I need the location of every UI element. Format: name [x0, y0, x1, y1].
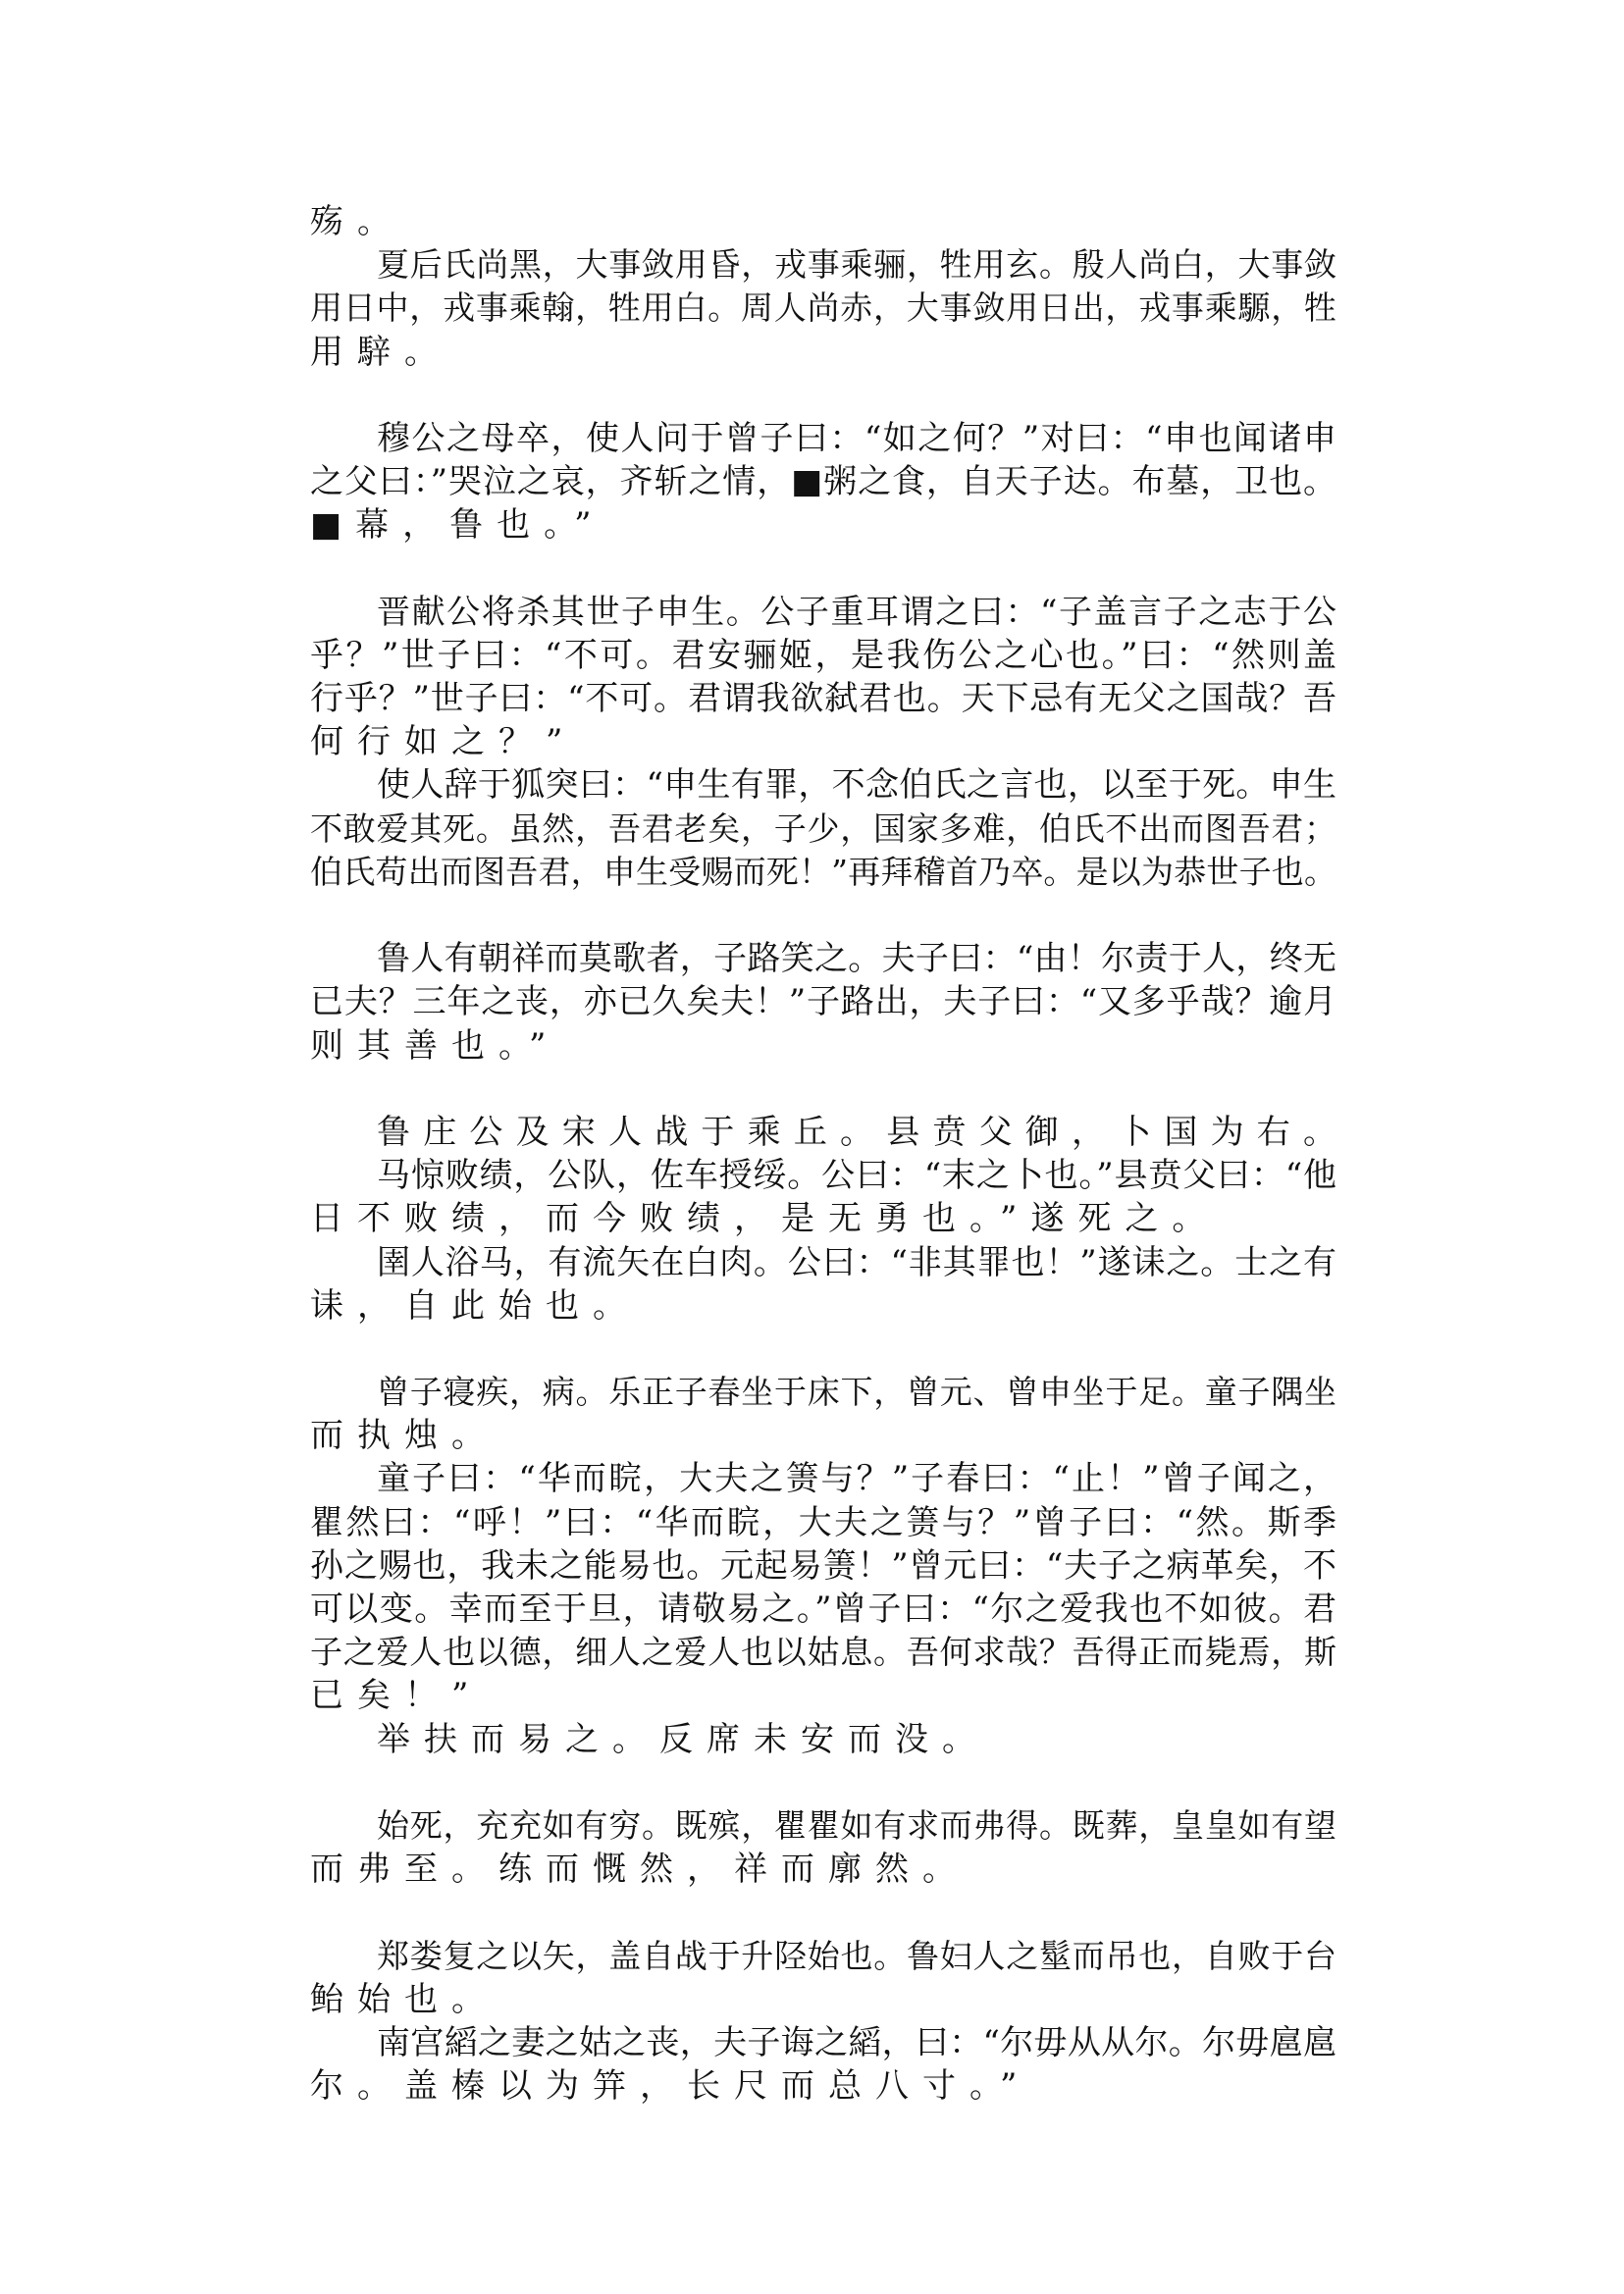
text-line: 始死，充充如有穷。既殡，瞿瞿如有求而弗得。既葬，皇皇如有望	[377, 1805, 1336, 1845]
paragraph	[310, 1371, 1336, 1457]
text-line: 伯氏苟出而图吾君，申生受赐而死！”再拜稽首乃卒。是以为恭世子也。	[310, 852, 1336, 891]
text-line: 鲁庄公及宋人战于乘丘。县贲父御，卜国为右。	[377, 1112, 1336, 1152]
text-section	[310, 937, 1336, 1068]
text-line: 已夫？三年之丧，亦已久矣夫！”子路出，夫子曰：“又多乎哉？逾月	[310, 982, 1336, 1022]
text-line: 圉人浴马，有流矢在白肉。公曰：“非其罪也！”遂诔之。士之有	[377, 1242, 1336, 1282]
text-line: 孙之赐也，我未之能易也。元起易箦！”曾元曰：“夫子之病革矣，不	[310, 1545, 1336, 1586]
paragraph	[310, 937, 1336, 1068]
text-line: 郑娄复之以矢，盖自战于升陉始也。鲁妇人之髽而吊也，自败于台	[377, 1936, 1336, 1975]
text-line: 用騂。	[310, 332, 451, 372]
paragraph	[310, 2021, 1336, 2108]
blank-line	[310, 894, 1336, 937]
text-section	[310, 591, 1336, 894]
paragraph	[310, 1241, 1336, 1328]
text-line: 不敢爱其死。虽然，吾君老矣，子少，国家多难，伯氏不出而图吾君；	[310, 808, 1336, 848]
text-line: 马惊败绩，公队，佐车授绥。公曰：“末之卜也。”县贲父曰：“他	[377, 1156, 1336, 1196]
paragraph	[310, 763, 1336, 894]
text-line: 何行如之？”	[310, 722, 577, 762]
text-line: 晋献公将杀其世子申生。公子重耳谓之曰：“子盖言子之志于公	[377, 592, 1336, 632]
text-line: 可以变。幸而至于旦，请敬易之。”曾子曰：“尔之爱我也不如彼。君	[310, 1590, 1336, 1629]
text-line: 穆公之母卒，使人问于曾子曰：“如之何？”对曰：“申也闻诸申	[377, 418, 1336, 458]
text-line: ■幕，鲁也。”	[310, 505, 605, 546]
text-line: 而执烛。	[310, 1416, 498, 1456]
text-line: 举扶而易之。反席未安而没。	[377, 1719, 989, 1759]
document-page	[310, 200, 1336, 2108]
paragraph	[310, 1935, 1336, 2021]
text-line: 诔，自此始也。	[310, 1285, 640, 1326]
blank-line	[310, 1891, 1336, 1934]
text-line: 而弗至。练而慨然，祥而廓然。	[310, 1850, 969, 1890]
text-line: 鲐始也。	[310, 1979, 498, 2019]
text-line: 日不败绩，而今败绩，是无勇也。”遂死之。	[310, 1199, 1220, 1239]
paragraph	[310, 243, 1336, 374]
paragraph	[310, 591, 1336, 764]
text-line: 乎？”世子曰：“不可。君安骊姬，是我伤公之心也。”曰：“然则盖	[310, 635, 1336, 675]
text-line: 曾子寝疾，病。乐正子春坐于床下，曾元、曾申坐于足。童子隅坐	[377, 1373, 1336, 1412]
text-line: 鲁人有朝祥而莫歌者，子路笑之。夫子曰：“由！尔责于人，终无	[377, 939, 1336, 979]
text-line: 则其善也。”	[310, 1025, 560, 1066]
blank-line	[310, 374, 1336, 417]
text-line: 殇。	[310, 202, 404, 241]
paragraph	[310, 1154, 1336, 1240]
text-section	[310, 1371, 1336, 1761]
paragraph	[310, 1111, 1336, 1154]
text-line: 已矣！”	[310, 1676, 483, 1716]
paragraph	[310, 1804, 1336, 1891]
paragraph	[310, 417, 1336, 547]
blank-line	[310, 1068, 1336, 1111]
text-section	[310, 1804, 1336, 1891]
blank-line	[310, 1328, 1336, 1371]
text-line: 南宫縚之妻之姑之丧，夫子诲之縚，曰：“尔毋从从尔。尔毋扈扈	[377, 2022, 1336, 2062]
text-section	[310, 200, 1336, 374]
text-line: 使人辞于狐突曰：“申生有罪，不念伯氏之言也，以至于死。申生	[377, 765, 1336, 806]
text-line: 子之爱人也以德，细人之爱人也以姑息。吾何求哉？吾得正而毙焉，斯	[310, 1633, 1336, 1672]
paragraph	[310, 200, 1336, 243]
text-section	[310, 1111, 1336, 1328]
text-line: 用日中，戎事乘翰，牲用白。周人尚赤，大事敛用日出，戎事乘騵，牲	[310, 288, 1336, 328]
text-section	[310, 417, 1336, 547]
paragraph	[310, 1718, 1336, 1761]
text-line: 行乎？”世子曰：“不可。君谓我欲弑君也。天下忌有无父之国哉？吾	[310, 679, 1336, 719]
text-line: 童子曰：“华而睆，大夫之箦与？”子春曰：“止！”曾子闻之，	[377, 1459, 1336, 1499]
text-line: 之父曰：”哭泣之哀，齐斩之情，■粥之食，自天子达。布墓，卫也。	[310, 462, 1336, 502]
text-line: 夏后氏尚黑，大事敛用昏，戎事乘骊，牲用玄。殷人尚白，大事敛	[377, 245, 1336, 285]
text-line: 瞿然曰：“呼！”曰：“华而睆，大夫之箦与？”曾子曰：“然。斯季	[310, 1502, 1336, 1542]
paragraph	[310, 1457, 1336, 1717]
text-line: 尔。盖榛以为笄，长尺而总八寸。”	[310, 2066, 1031, 2107]
blank-line	[310, 1761, 1336, 1804]
blank-line	[310, 547, 1336, 591]
text-section	[310, 1935, 1336, 2109]
